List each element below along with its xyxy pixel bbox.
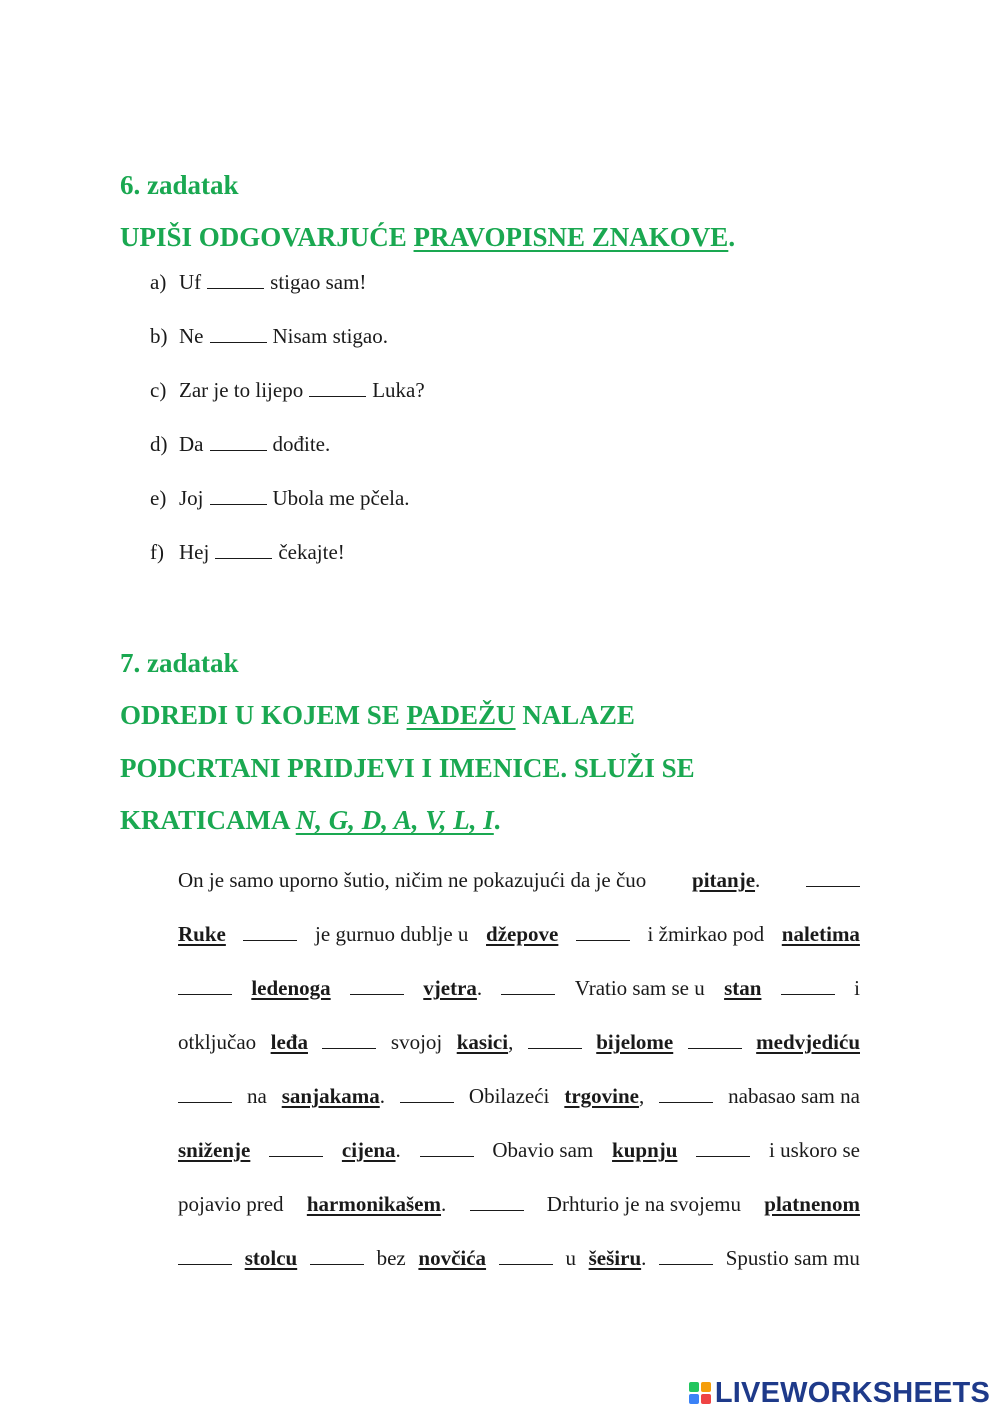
item-text-after: čekajte! (278, 540, 345, 564)
answer-blank[interactable] (659, 1248, 713, 1265)
text-segment: na (246, 1084, 267, 1108)
underlined-word: ledenoga (251, 976, 331, 1000)
underlined-word: harmonikašem (306, 1192, 442, 1216)
token-group (499, 1246, 553, 1271)
item-text-after: Nisam stigao. (272, 324, 388, 348)
token-group (400, 1084, 454, 1109)
token-group (423, 976, 482, 1001)
punctuation: , (508, 1030, 514, 1054)
paragraph-line (178, 1246, 860, 1271)
item-text-before: Zar je to lijepo (179, 378, 304, 402)
answer-blank[interactable] (781, 978, 835, 995)
text-segment: Vratio sam se u (574, 976, 705, 1000)
punctuation: . (476, 976, 483, 1000)
underlined-word: platnenom (764, 1192, 860, 1216)
token-group (269, 1138, 323, 1163)
token-group (315, 922, 468, 947)
text-segment: On je samo uporno šutio, ničim ne pokazujući da je čuo (178, 868, 647, 892)
token-group (391, 1030, 442, 1055)
task-7-heading-text: NALAZE (515, 700, 635, 730)
answer-blank[interactable] (309, 380, 366, 397)
task-7-case-abbreviations: N, G, D, A, V, L, I (295, 805, 494, 835)
token-group (342, 1138, 401, 1163)
token-group (692, 868, 760, 893)
underlined-word: novčića (418, 1246, 487, 1270)
item-letter: e) (150, 486, 167, 510)
text-segment: je gurnuo dublje u (315, 922, 469, 946)
task-6-item (150, 324, 388, 349)
task-6-item (150, 270, 366, 295)
logo-square-orange (701, 1382, 711, 1392)
text-segment: i (854, 976, 860, 1000)
punctuation: , (638, 1084, 645, 1108)
item-text-before: Joj (179, 486, 204, 510)
item-text-after: Ubola me pčela. (272, 486, 410, 510)
paragraph-line (178, 976, 860, 1001)
answer-blank[interactable] (310, 1248, 364, 1265)
answer-blank[interactable] (210, 434, 267, 451)
paragraph-line (178, 1084, 860, 1109)
token-group (178, 976, 232, 1001)
underlined-word: sanjakama (281, 1084, 380, 1108)
answer-blank[interactable] (243, 924, 297, 941)
answer-blank[interactable] (420, 1140, 474, 1157)
task-6-heading (120, 222, 735, 253)
text-segment: Spustio sam mu (725, 1246, 860, 1270)
token-group (576, 922, 630, 947)
task-6-heading-underlined: PRAVOPISNE ZNAKOVE (413, 222, 729, 252)
underlined-word: stolcu (244, 1246, 298, 1270)
token-group (178, 1138, 250, 1163)
underlined-word: sniženje (178, 1138, 251, 1162)
token-group (547, 1192, 741, 1217)
token-group (565, 1246, 576, 1271)
task-6-heading-end: . (728, 222, 736, 252)
answer-blank[interactable] (806, 870, 860, 887)
answer-blank[interactable] (659, 1086, 713, 1103)
token-group (596, 1030, 673, 1055)
liveworksheets-logo-text: LIVEWORKSHEETS (714, 1376, 990, 1409)
token-group (528, 1030, 582, 1055)
underlined-word: leđa (270, 1030, 308, 1054)
item-letter: a) (150, 270, 167, 294)
logo-square-blue (689, 1394, 699, 1404)
answer-blank[interactable] (269, 1140, 323, 1157)
token-group (728, 1084, 860, 1109)
token-group (806, 868, 860, 893)
paragraph-line (178, 868, 860, 893)
logo-square-green (689, 1382, 699, 1392)
token-group (178, 1030, 256, 1055)
item-text-before: Da (179, 432, 204, 456)
token-group (659, 1084, 713, 1109)
answer-blank[interactable] (470, 1194, 524, 1211)
underlined-word: džepove (486, 922, 559, 946)
token-group (726, 1246, 860, 1271)
text-segment: pojavio pred (178, 1192, 284, 1216)
token-group (457, 1030, 514, 1055)
token-group (245, 1246, 298, 1271)
text-segment: svojoj (390, 1030, 443, 1054)
token-group (418, 1246, 486, 1271)
token-group (764, 1192, 860, 1217)
task-6-item (150, 540, 345, 565)
answer-blank[interactable] (207, 272, 264, 289)
logo-square-red (701, 1394, 711, 1404)
paragraph-line (178, 922, 860, 947)
underlined-word: vjetra (423, 976, 477, 1000)
token-group (612, 1138, 677, 1163)
token-group (178, 1192, 284, 1217)
punctuation: . (755, 868, 761, 892)
answer-blank[interactable] (501, 978, 555, 995)
item-text-before: Hej (179, 540, 210, 564)
answer-blank[interactable] (178, 1086, 232, 1103)
task-7-heading-text: KRATICAMA (120, 805, 296, 835)
answer-blank[interactable] (688, 1032, 742, 1049)
token-group (781, 976, 835, 1001)
answer-blank[interactable] (210, 488, 267, 505)
token-group (178, 922, 226, 947)
text-segment: nabasao sam na (728, 1084, 860, 1108)
item-text-after: stigao sam! (270, 270, 367, 294)
token-group (688, 1030, 742, 1055)
token-group (854, 976, 860, 1001)
token-group (501, 976, 555, 1001)
task-6-item (150, 432, 330, 457)
text-segment: otključao (178, 1030, 257, 1054)
answer-blank[interactable] (210, 326, 267, 343)
underlined-word: Ruke (178, 922, 226, 946)
text-segment: Drhturio je na svojemu (546, 1192, 742, 1216)
item-letter: d) (150, 432, 168, 456)
underlined-word: medvjediću (756, 1030, 860, 1054)
token-group (307, 1192, 446, 1217)
underlined-word: pitanje (692, 868, 756, 892)
underlined-word: naletima (781, 922, 860, 946)
punctuation: . (441, 1192, 447, 1216)
token-group (564, 1084, 644, 1109)
item-text-after: dođite. (272, 432, 331, 456)
token-group (575, 976, 705, 1001)
token-group (696, 1138, 750, 1163)
answer-blank[interactable] (178, 1248, 232, 1265)
item-letter: c) (150, 378, 167, 402)
answer-blank[interactable] (215, 542, 272, 559)
token-group (322, 1030, 376, 1055)
token-group (247, 1084, 267, 1109)
token-group (251, 976, 330, 1001)
underlined-word: kasici (456, 1030, 509, 1054)
liveworksheets-logo-icon (689, 1382, 711, 1404)
token-group (589, 1246, 647, 1271)
task-7-heading-line-3 (120, 805, 501, 836)
text-segment: u (565, 1246, 576, 1270)
underlined-word: bijelome (596, 1030, 674, 1054)
text-segment: Obilazeći (468, 1084, 550, 1108)
underlined-word: kupnju (612, 1138, 678, 1162)
underlined-word: cijena (341, 1138, 396, 1162)
token-group (420, 1138, 474, 1163)
token-group (178, 1246, 232, 1271)
text-segment: Obavio sam (492, 1138, 594, 1162)
task-7-heading-text: . (493, 805, 501, 835)
token-group (271, 1030, 308, 1055)
task-6-item (150, 486, 410, 511)
token-group (350, 976, 404, 1001)
paragraph-line (178, 1030, 860, 1055)
token-group (782, 922, 860, 947)
answer-blank[interactable] (528, 1032, 582, 1049)
token-group (469, 1084, 549, 1109)
answer-blank[interactable] (400, 1086, 454, 1103)
token-group (178, 868, 646, 893)
answer-blank[interactable] (499, 1248, 553, 1265)
token-group (377, 1246, 406, 1271)
punctuation: . (641, 1246, 647, 1270)
underlined-word: šeširu (588, 1246, 642, 1270)
token-group (243, 922, 297, 947)
token-group (756, 1030, 860, 1055)
liveworksheets-logo (689, 1377, 990, 1409)
task-6-item (150, 378, 425, 403)
punctuation: . (379, 1084, 386, 1108)
task-7-heading-text: ODREDI U KOJEM SE (120, 700, 407, 730)
item-text-after: Luka? (372, 378, 425, 402)
item-letter: b) (150, 324, 168, 348)
task-7-heading-line-2: PODCRTANI PRIDJEVI I IMENICE. SLUŽI SE (120, 753, 695, 783)
paragraph-line (178, 1138, 860, 1163)
answer-blank[interactable] (350, 978, 404, 995)
underlined-word: trgovine (564, 1084, 639, 1108)
underlined-word: stan (724, 976, 762, 1000)
token-group (310, 1246, 364, 1271)
text-segment: bez (376, 1246, 406, 1270)
task-6-number: 6. zadatak (120, 170, 239, 200)
token-group (282, 1084, 385, 1109)
paragraph-line (178, 1192, 860, 1217)
token-group (178, 1084, 232, 1109)
token-group (769, 1138, 860, 1163)
token-group (724, 976, 761, 1001)
task-7-heading-line-1 (120, 700, 635, 731)
punctuation: . (395, 1138, 401, 1162)
token-group (648, 922, 765, 947)
task-7-heading-underlined: PADEŽU (406, 700, 516, 730)
item-text-before: Ne (179, 324, 204, 348)
answer-blank[interactable] (178, 978, 232, 995)
token-group (470, 1192, 524, 1217)
item-text-before: Uf (179, 270, 202, 294)
text-segment: i žmirkao pod (647, 922, 765, 946)
answer-blank[interactable] (322, 1032, 376, 1049)
token-group (492, 1138, 593, 1163)
answer-blank[interactable] (696, 1140, 750, 1157)
item-letter: f) (150, 540, 164, 564)
task-7-number: 7. zadatak (120, 648, 239, 678)
token-group (659, 1246, 713, 1271)
text-segment: i uskoro se (769, 1138, 860, 1162)
answer-blank[interactable] (576, 924, 630, 941)
token-group (486, 922, 558, 947)
task-6-heading-text: UPIŠI ODGOVARJUĆE (120, 222, 414, 252)
